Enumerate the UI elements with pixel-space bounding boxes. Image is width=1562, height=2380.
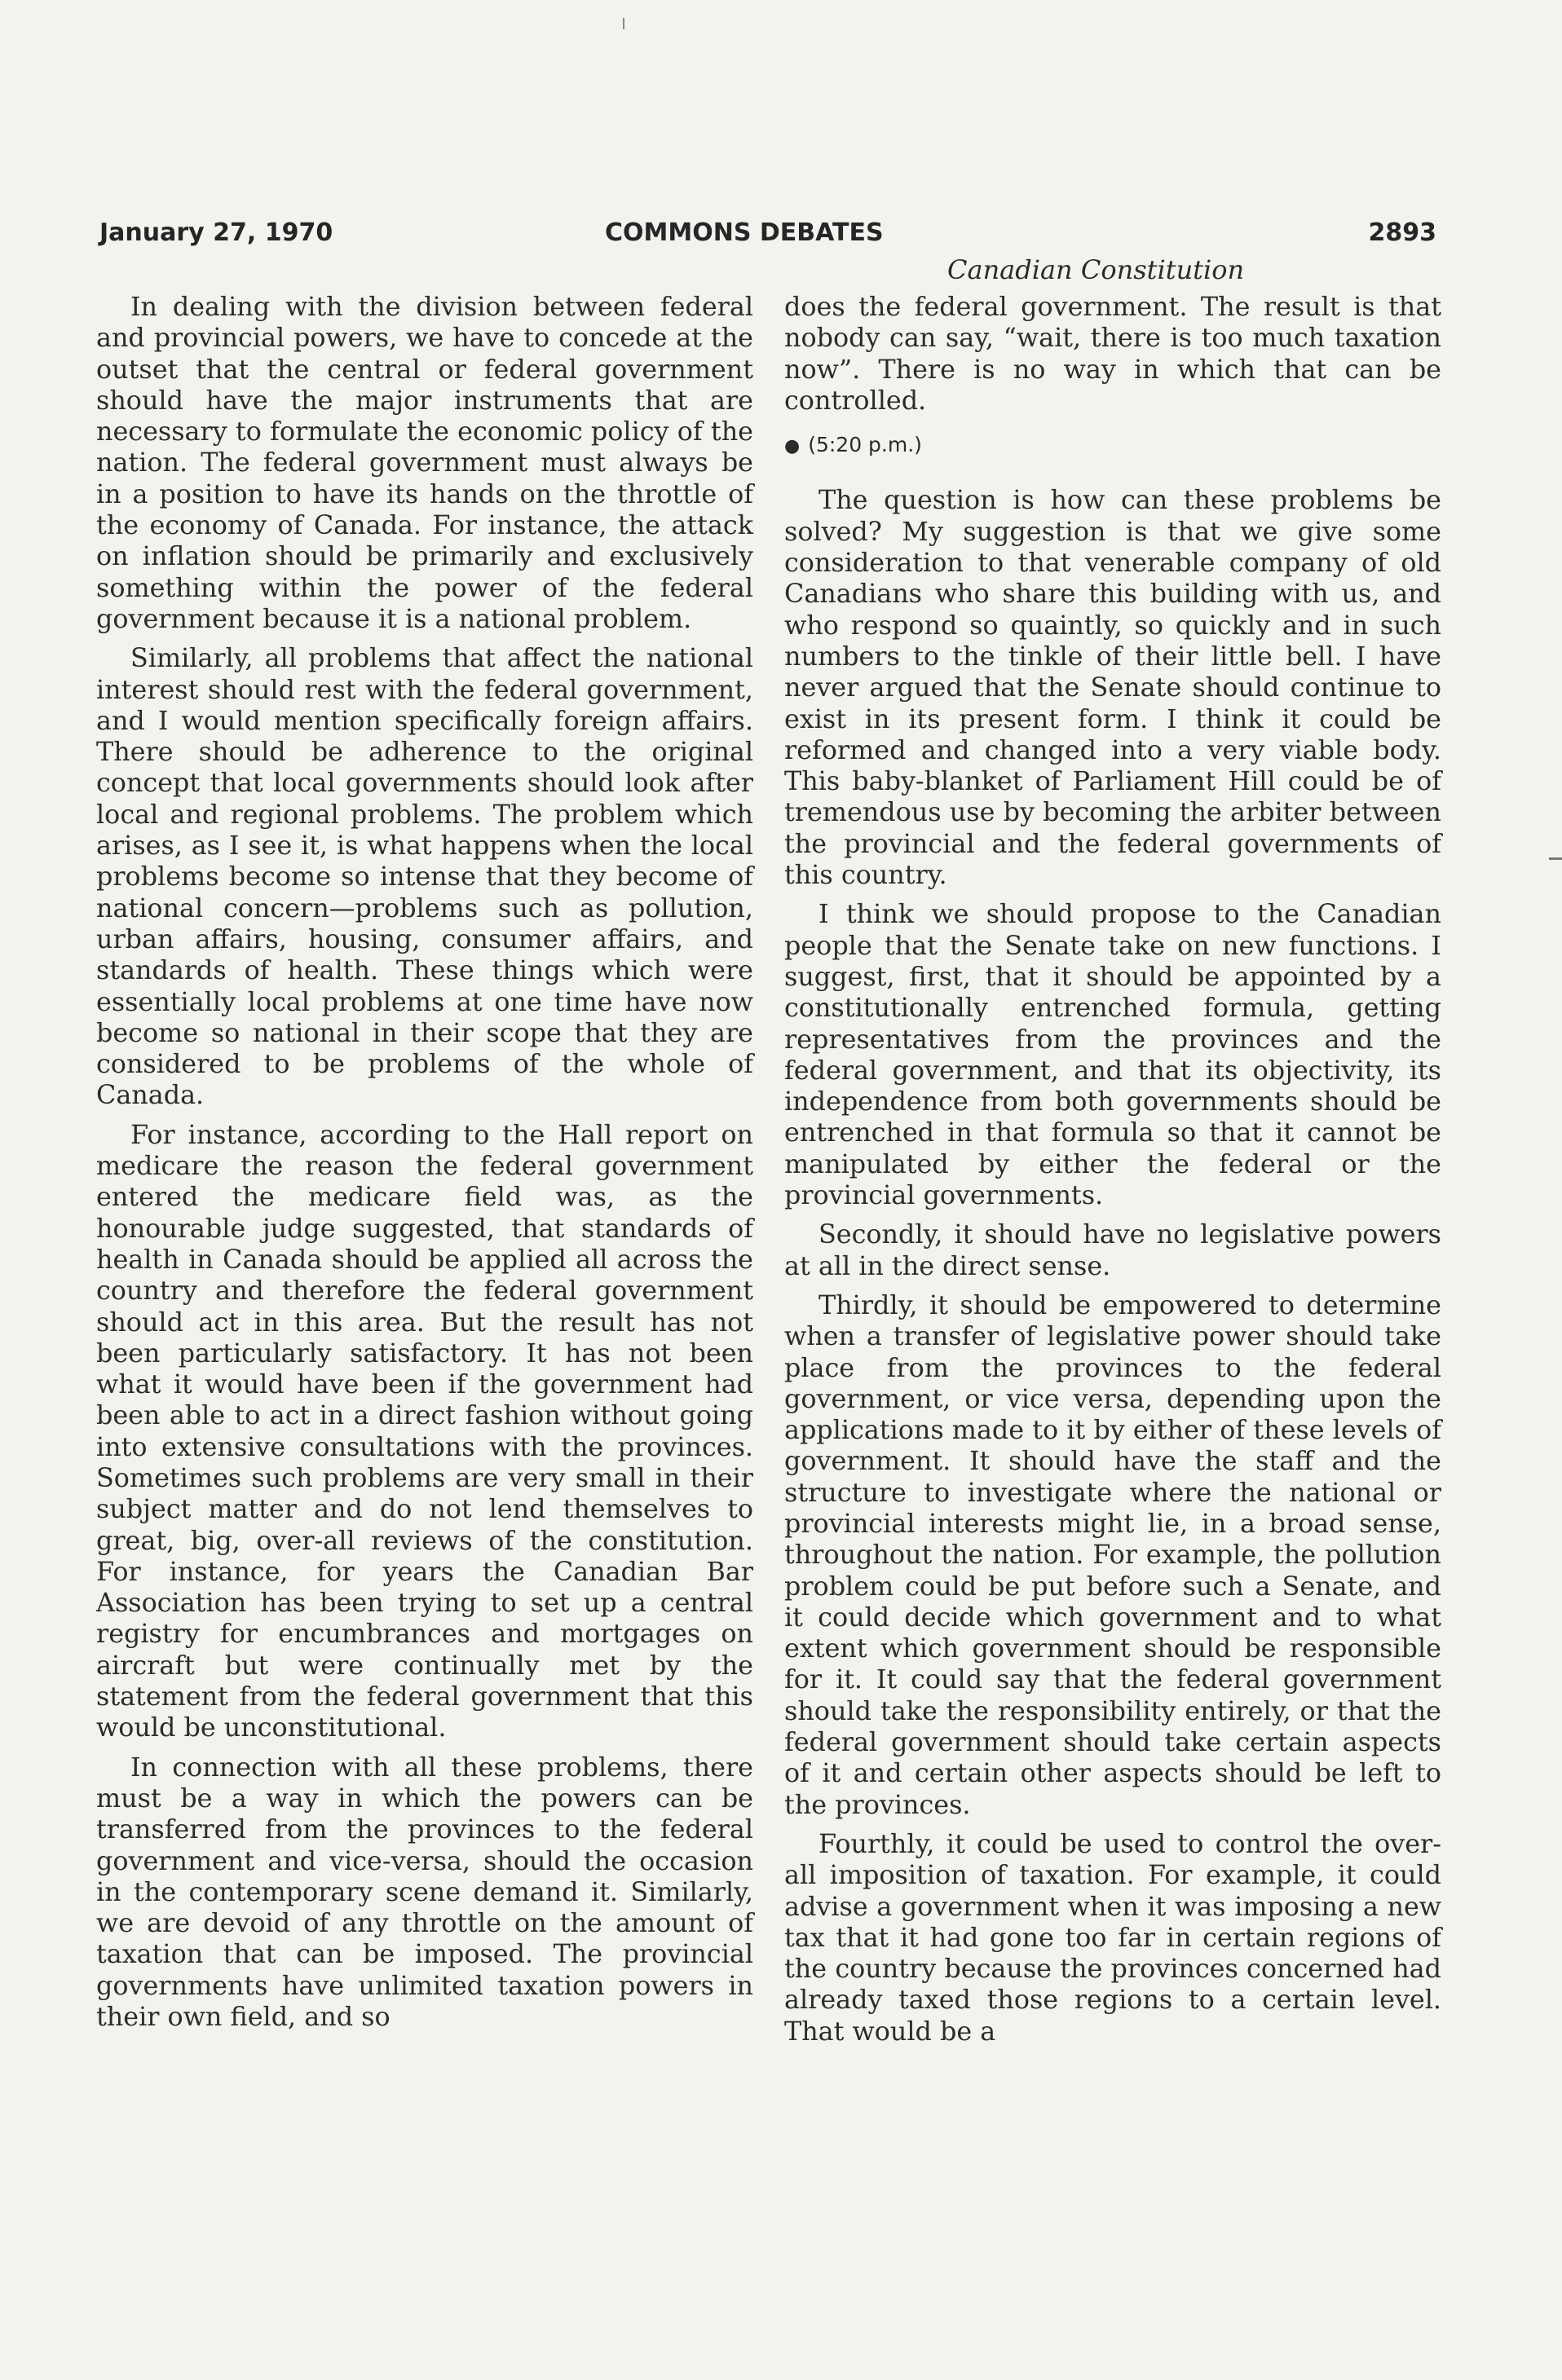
time-marker-text: (5:20 p.m.) [808,433,922,457]
paragraph: In connection with all these problems, there must be a way in which the powers can be transferred from the provinces to the federal government and vice-versa, should the occasion in the contemporary scene demand it. Similarly, we are devoid of any throttle on the amount of taxation that can be imposed. The provincial governments have unlimited taxation powers in their own field, and so [96,1752,753,2033]
left-column [96,292,753,2041]
paragraph: The question is how can these problems be solved? My suggestion is that we give some consideration to that venerable company of old Canadians who share this building with us, and who respond so quaintly, so quickly and in such numbers to the tinkle of their little bell. I have never argued that the Senate should continue to exist in its present form. I think it could be reformed and changed into a very viable body. This baby-blanket of Parliament Hill could be of tremendous use by becoming the arbiter between the provincial and the federal governments of this country. [784,485,1441,891]
paragraph: Secondly, it should have no legislative powers at all in the direct sense. [784,1219,1441,1281]
journal-title: COMMONS DEBATES [605,218,884,247]
time-marker [784,430,1441,462]
section-title: Canadian Constitution [947,254,1245,285]
paragraph: Fourthly, it could be used to control the over-all imposition of taxation. For example, it could advise a government when it was imposing a new tax that it had gone too far in certain regions of the country because the provinces concerned had already taxed those regions to a certain level. That would be a [784,1828,1441,2047]
paragraph: For instance, according to the Hall report on medicare the reason the federal government entered the medicare field was, as the honourable judge suggested, that standards of health in Canada should be applied all across the country and therefore the federal government should act in this area. But the result has not been particularly satisfactory. It has not been what it would have been if the government had been able to act in a direct fashion without going into extensive consultations with the provinces. Sometimes such problems are very small in their subject matter and do not lend themselves to great, big, over-all reviews of the constitution. For instance, for years the Canadian Bar Association has been trying to set up a central registry for encumbrances and mortgages on aircraft but were continually met by the statement from the federal government that this would be unconstitutional. [96,1119,753,1743]
running-head [99,218,1436,251]
paragraph: Similarly, all problems that affect the national interest should rest with the federal government, and I would mention specifically foreign affairs. There should be adherence to the original concept that local governments should look after local and regional problems. The problem which arises, as I see it, is what happens when the local problems become so intense that they become of national concern—problems such as pollution, urban affairs, housing, consumer affairs, and standards of health. These things which were essentially local problems at one time have now become so national in their scope that they are considered to be problems of the whole of Canada. [96,643,753,1111]
header-date: January 27, 1970 [99,218,333,247]
paragraph: I think we should propose to the Canadian people that the Senate take on new functions. I suggest, first, that it should be appointed by a constitutionally entrenched formula, getting representatives from the provinces and the federal government, and that its objectivity, its independence from both governments should be entrenched in that formula so that it cannot be manipulated by either the federal or the provincial governments. [784,899,1441,1211]
bullet-icon: ● [784,436,801,457]
page-number: 2893 [1368,218,1436,247]
right-column [784,292,1441,2056]
paragraph: In dealing with the division between federal and provincial powers, we have to concede at the outset that the central or federal government should have the major instruments that are necessary to formulate the economic policy of the nation. The federal government must always be in a position to have its hands on the throttle of the economy of Canada. For instance, the attack on inflation should be primarily and exclusively something within the power of the federal government because it is a national problem. [96,292,753,634]
continued-paragraph: does the federal government. The result is that nobody can say, “wait, there is too much taxation now”. There is no way in which that can be controlled. [784,292,1441,416]
scan-tick-mark [623,18,624,29]
scan-edge-mark [1549,857,1562,860]
paragraph: Thirdly, it should be empowered to determine when a transfer of legislative power should take place from the provinces to the federal government, or vice versa, depending upon the applications made to it by either of these levels of government. It should have the staff and the structure to investigate where the national or provincial interests might lie, in a broad sense, throughout the nation. For example, the pollution problem could be put before such a Senate, and it could decide which government and to what extent which government should be responsible for it. It could say that the federal government should take the responsibility entirely, or that the federal government should take certain aspects of it and certain other aspects should be left to the provinces. [784,1289,1441,1820]
